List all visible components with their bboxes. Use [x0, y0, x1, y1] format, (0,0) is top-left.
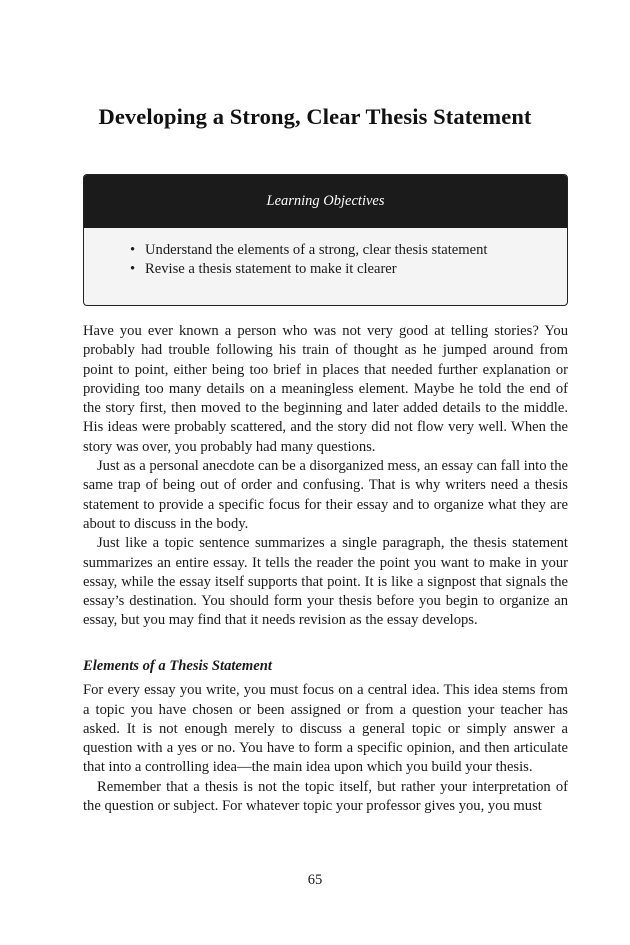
- learning-objective-item: • Understand the elements of a strong, clear thesis statement: [130, 241, 567, 260]
- page-number: 65: [307, 872, 323, 888]
- page-title: Developing a Strong, Clear Thesis Statement: [98, 104, 532, 129]
- body-paragraph: Remember that a thesis is not the topic itself, but rather your interpretation of the question or subject. For whatever topic your professor gives you, you must: [83, 778, 568, 815]
- learning-objectives-list: [84, 241, 567, 279]
- elements-section: [83, 657, 568, 816]
- learning-objective-item: • Revise a thesis statement to make it clearer: [130, 260, 567, 279]
- body-paragraph: Just as a personal anecdote can be a disorganized mess, an essay can fall into the same trap of being out of order and confusing. That is why writers need a thesis statement to provide a specific focus for their essay and to organize what they are about to discuss in the body.: [83, 458, 568, 532]
- body-paragraph: For every essay you write, you must focus on a central idea. This idea stems from a topic you have chosen or been assigned or from a question your teacher has asked. It is not enough merely to discuss a general topic or simply answer a question with a yes or no. You have to form a specific opinion, and then articulate that into a controlling idea—the main idea upon which you build your thesis.: [83, 682, 568, 776]
- body-paragraph: Just like a topic sentence summarizes a single paragraph, the thesis statement summarizes an entire essay. It tells the reader the point you want to make in your essay, while the essay itself supports that point. It is like a signpost that signals the essay’s destination. You should form your thesis before you begin to organize an essay, but you may find that it needs revision as the essay develops.: [83, 535, 568, 629]
- learning-objectives-box: [83, 174, 568, 306]
- intro-text: [83, 322, 568, 631]
- learning-objectives-heading: Learning Objectives: [84, 175, 567, 228]
- body-paragraph: Have you ever known a person who was not very good at telling stories? You probably had trouble following his train of thought as he jumped around from point to point, either being too brief in places that needed further explanation or providing too many details on a meaningless element. Maybe he told the end of the story first, then moved to the beginning and later added details to the middle. His ideas were probably scattered, and the story did not flow very well. When the story was over, you probably had many questions.: [83, 323, 568, 455]
- section-heading: Elements of a Thesis Statement: [83, 658, 272, 674]
